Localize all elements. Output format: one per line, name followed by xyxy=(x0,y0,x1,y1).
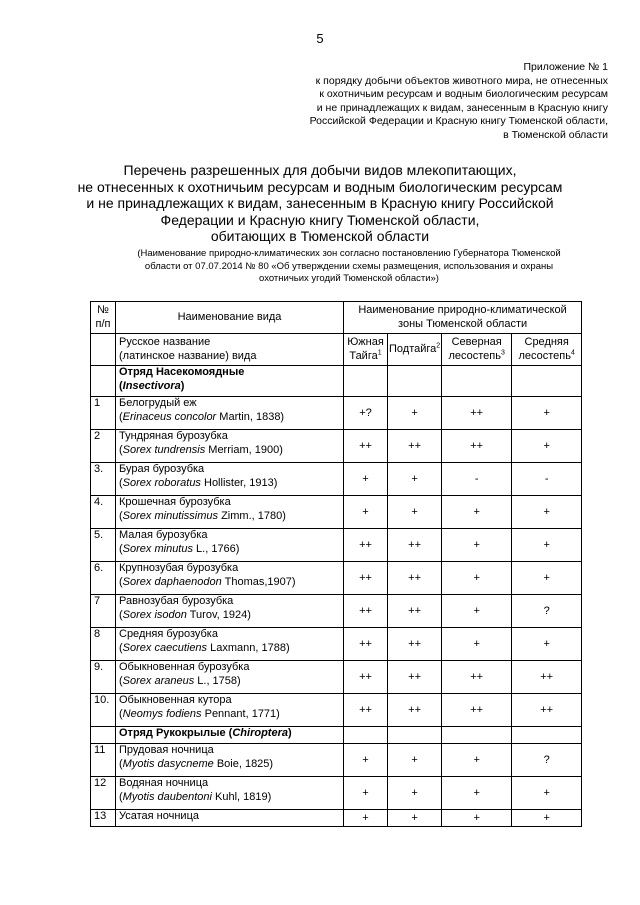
row-number: 12 xyxy=(91,777,116,810)
appendix-line: Приложение № 1 xyxy=(523,61,608,73)
zone-value: ++ xyxy=(344,529,388,562)
zone-value: + xyxy=(388,777,442,810)
row-number: 13 xyxy=(91,810,116,827)
zone-value: ++ xyxy=(388,430,442,463)
table-row xyxy=(91,744,582,777)
header-empty-cell xyxy=(91,334,116,366)
zone-value: + xyxy=(442,496,512,529)
table-row xyxy=(91,661,582,694)
species-name-cell: Водяная ночница (Myotis daubentoni Kuhl, 1819) xyxy=(116,777,344,810)
zone-value: ? xyxy=(512,744,582,777)
zone-value: ++ xyxy=(442,694,512,727)
zone-value: ? xyxy=(512,595,582,628)
species-latin-name: Sorex minutissimus xyxy=(122,509,219,522)
header-russian-label: Русское название (латинское название) вида xyxy=(119,336,257,362)
table-row xyxy=(91,810,582,827)
zone-value: + xyxy=(512,496,582,529)
species-russian-name: Прудовая ночница xyxy=(119,744,214,756)
header-species-name xyxy=(116,302,344,334)
title-line: Федерации и Красную книгу Тюменской области, xyxy=(160,211,480,228)
zone-value: + xyxy=(442,529,512,562)
zone-value: - xyxy=(512,463,582,496)
zone-value: + xyxy=(388,463,442,496)
row-number: 5. xyxy=(91,529,116,562)
table-row xyxy=(91,496,582,529)
species-latin-name: Sorex tundrensis xyxy=(122,443,206,456)
header-zone-middle-forest-steppe xyxy=(512,334,582,366)
zone-footnote: 4 xyxy=(570,348,575,356)
species-latin-name: Sorex roboratus xyxy=(122,476,201,489)
species-author: Hollister, 1913) xyxy=(200,476,278,489)
zone-value: + xyxy=(512,562,582,595)
row-number: 10. xyxy=(91,694,116,727)
zone-value: ++ xyxy=(344,595,388,628)
species-latin-name: Erinaceus concolor xyxy=(122,410,217,423)
species-latin-name: Sorex daphaenodon xyxy=(122,575,222,588)
zone-value: +? xyxy=(344,397,388,430)
table-row xyxy=(91,430,582,463)
order-zone-cell xyxy=(344,727,388,744)
row-number: 7 xyxy=(91,595,116,628)
species-name-cell: Крошечная бурозубка (Sorex minutissimus Zimm., 1780) xyxy=(116,496,344,529)
zone-value: + xyxy=(512,430,582,463)
zone-label: Средняя лесостепь xyxy=(518,336,571,362)
species-author: Pennant, 1771) xyxy=(201,707,280,720)
zone-value: ++ xyxy=(388,562,442,595)
species-latin-name: Neomys fodiens xyxy=(122,707,202,720)
species-name-cell xyxy=(116,810,344,827)
order-name: Отряд Рукокрылые ( xyxy=(119,727,233,739)
species-russian-name: Тундряная бурозубка xyxy=(119,430,228,442)
header-zone-south-taiga xyxy=(344,334,388,366)
order-chiroptera xyxy=(116,727,344,744)
table-row xyxy=(91,397,582,430)
table-row xyxy=(91,562,582,595)
zones-note xyxy=(110,248,588,286)
species-russian-name: Крупнозубая бурозубка xyxy=(119,562,239,574)
species-name-cell: Обыкновенная бурозубка (Sorex araneus L., 1758) xyxy=(116,661,344,694)
species-author: Boie, 1825) xyxy=(213,757,274,770)
row-number: 9. xyxy=(91,661,116,694)
order-zone-cell xyxy=(388,366,442,397)
species-russian-name: Бурая бурозубка xyxy=(119,463,205,475)
table-row xyxy=(91,529,582,562)
zone-value: + xyxy=(512,810,582,827)
zone-footnote: 1 xyxy=(377,348,382,356)
species-author: Zimm., 1780) xyxy=(218,509,286,522)
species-latin-name: Sorex araneus xyxy=(122,674,195,687)
order-zone-cell xyxy=(512,366,582,397)
species-latin-name: Sorex minutus xyxy=(122,542,193,555)
species-name-cell: Белогрудый еж (Erinaceus concolor Martin, 1838) xyxy=(116,397,344,430)
zone-value: ++ xyxy=(388,628,442,661)
zone-value: + xyxy=(344,463,388,496)
appendix-line: в Тюменской области xyxy=(503,128,608,141)
species-author: Laxmann, 1788) xyxy=(207,641,290,654)
species-author: Turov, 1924) xyxy=(186,608,251,621)
appendix-line: Российской Федерации и Красную книгу Тюменской области, xyxy=(309,115,608,127)
species-latin-name: Myotis daubentoni xyxy=(122,790,212,803)
species-russian-name: Равнозубая бурозубка xyxy=(119,595,234,607)
species-russian-name: Водяная ночница xyxy=(119,777,209,789)
zone-value: ++ xyxy=(512,694,582,727)
zone-value: ++ xyxy=(442,430,512,463)
species-latin-name: Sorex caecutiens xyxy=(122,641,208,654)
header-species-label: Наименование вида xyxy=(177,310,282,323)
header-russian-name xyxy=(116,334,344,366)
zone-value: + xyxy=(344,810,388,827)
species-name-cell: Равнозубая бурозубка (Sorex isodon Turov, 1924) xyxy=(116,595,344,628)
title-line: не отнесенных к охотничьим ресурсам и водным биологическим ресурсам xyxy=(77,178,563,195)
zone-value: ++ xyxy=(344,661,388,694)
zone-value: ++ xyxy=(442,661,512,694)
zone-value: + xyxy=(512,628,582,661)
zone-footnote: 3 xyxy=(500,348,505,356)
species-name-cell: Средняя бурозубка (Sorex caecutiens Laxmann, 1788) xyxy=(116,628,344,661)
title-line: обитающих в Тюменской области xyxy=(210,228,430,244)
row-number: 8 xyxy=(91,628,116,661)
species-russian-name: Крошечная бурозубка xyxy=(119,496,231,508)
zone-label: Подтайга xyxy=(389,342,437,355)
species-author: L., 1758) xyxy=(194,674,241,687)
zone-value: + xyxy=(442,562,512,595)
title-line: Перечень разрешенных для добычи видов млекопитающих, xyxy=(123,162,517,178)
species-author: Kuhl, 1819) xyxy=(211,790,272,803)
order-latin: Chiroptera xyxy=(232,727,288,739)
header-zones-label: Наименование природно-климатической зоны Тюменской области xyxy=(358,304,567,330)
header-zone-subtaiga xyxy=(388,334,442,366)
zone-value: + xyxy=(388,810,442,827)
row-number: 11 xyxy=(91,744,116,777)
page-number: 5 xyxy=(316,31,324,46)
zone-value: + xyxy=(388,397,442,430)
table-row xyxy=(91,694,582,727)
zone-value: + xyxy=(344,777,388,810)
table-row xyxy=(91,628,582,661)
zone-value: ++ xyxy=(388,595,442,628)
species-name-cell: Прудовая ночница (Myotis dasycneme Boie, 1825) xyxy=(116,744,344,777)
order-num-cell xyxy=(91,727,116,744)
order-zone-cell xyxy=(512,727,582,744)
appendix-line: к охотничьим ресурсам и водным биологическим ресурсам xyxy=(319,88,608,100)
note-line: (Наименование природно-климатических зон согласно постановлению Губернатора Тюменской xyxy=(137,248,561,259)
zone-label: Южная Тайга xyxy=(347,336,384,362)
zone-value: ++ xyxy=(344,628,388,661)
zone-value: ++ xyxy=(512,661,582,694)
zone-value: ++ xyxy=(344,430,388,463)
zone-value: + xyxy=(442,595,512,628)
header-num-label: № п/п xyxy=(95,304,111,330)
zone-value: + xyxy=(344,744,388,777)
order-num-cell xyxy=(91,366,116,397)
species-latin-name: Myotis dasycneme xyxy=(122,757,214,770)
zone-value: + xyxy=(512,397,582,430)
zone-value: + xyxy=(442,777,512,810)
zone-value: - xyxy=(442,463,512,496)
zone-value: + xyxy=(388,496,442,529)
note-line: охотничьих угодий Тюменской области») xyxy=(259,273,439,284)
species-author: Martin, 1838) xyxy=(216,410,285,423)
header-zones-group xyxy=(344,302,582,334)
species-name-cell: Тундряная бурозубка (Sorex tundrensis Merriam, 1900) xyxy=(116,430,344,463)
table-row xyxy=(91,463,582,496)
order-zone-cell xyxy=(442,727,512,744)
species-russian-name: Усатая ночница xyxy=(119,810,199,822)
row-number: 4. xyxy=(91,496,116,529)
zone-value: + xyxy=(442,744,512,777)
zone-value: ++ xyxy=(442,397,512,430)
zone-value: + xyxy=(344,496,388,529)
species-russian-name: Малая бурозубка xyxy=(119,529,208,541)
row-number: 6. xyxy=(91,562,116,595)
species-table xyxy=(90,301,582,827)
order-name: Отряд Насекомоядные xyxy=(119,366,245,378)
order-row xyxy=(91,727,582,744)
zone-value: + xyxy=(442,628,512,661)
order-zone-cell xyxy=(344,366,388,397)
zone-value: ++ xyxy=(388,694,442,727)
species-russian-name: Обыкновенная бурозубка xyxy=(119,661,250,673)
appendix-line: и не принадлежащих к видам, занесенным в Красную книгу xyxy=(316,101,608,114)
species-russian-name: Средняя бурозубка xyxy=(119,628,218,640)
zone-value: + xyxy=(512,777,582,810)
title-line: и не принадлежащих к видам, занесенным в Красную книгу Российской xyxy=(86,195,554,211)
appendix-heading xyxy=(310,61,608,142)
header-num xyxy=(91,302,116,334)
species-author: Thomas,1907) xyxy=(221,575,296,588)
species-name-cell: Крупнозубая бурозубка (Sorex daphaenodon Thomas,1907) xyxy=(116,562,344,595)
order-close: ) xyxy=(287,727,292,739)
zone-value: ++ xyxy=(388,661,442,694)
zone-value: + xyxy=(512,529,582,562)
row-number: 2 xyxy=(91,430,116,463)
header-zone-north-forest-steppe xyxy=(442,334,512,366)
zone-value: ++ xyxy=(344,562,388,595)
species-russian-name: Белогрудый еж xyxy=(119,397,197,409)
species-russian-name: Обыкновенная кутора xyxy=(119,694,232,706)
order-zone-cell xyxy=(388,727,442,744)
document-title xyxy=(0,162,640,245)
zone-value: ++ xyxy=(344,694,388,727)
zone-label: Северная лесостепь xyxy=(448,336,502,362)
table-row xyxy=(91,595,582,628)
zone-value: ++ xyxy=(388,529,442,562)
species-latin-name: Sorex isodon xyxy=(122,608,187,621)
order-latin: Insectivora xyxy=(122,379,181,392)
row-number: 3. xyxy=(91,463,116,496)
zone-footnote: 2 xyxy=(436,342,441,350)
species-name-cell: Малая бурозубка (Sorex minutus L., 1766) xyxy=(116,529,344,562)
zone-value: + xyxy=(442,810,512,827)
species-name-cell: Обыкновенная кутора (Neomys fodiens Pennant, 1771) xyxy=(116,694,344,727)
row-number: 1 xyxy=(91,397,116,430)
order-zone-cell xyxy=(442,366,512,397)
note-line: области от 07.07.2014 № 80 «Об утверждении схемы размещения, использования и охраны xyxy=(144,260,554,272)
zone-value: + xyxy=(388,744,442,777)
table-row xyxy=(91,777,582,810)
order-insectivora: Отряд Насекомоядные (Insectivora) xyxy=(116,366,344,397)
species-author: Merriam, 1900) xyxy=(205,443,283,456)
appendix-line: к порядку добычи объектов животного мира, не отнесенных xyxy=(315,74,608,87)
species-author: L., 1766) xyxy=(192,542,240,555)
species-name-cell: Бурая бурозубка (Sorex roboratus Hollister, 1913) xyxy=(116,463,344,496)
